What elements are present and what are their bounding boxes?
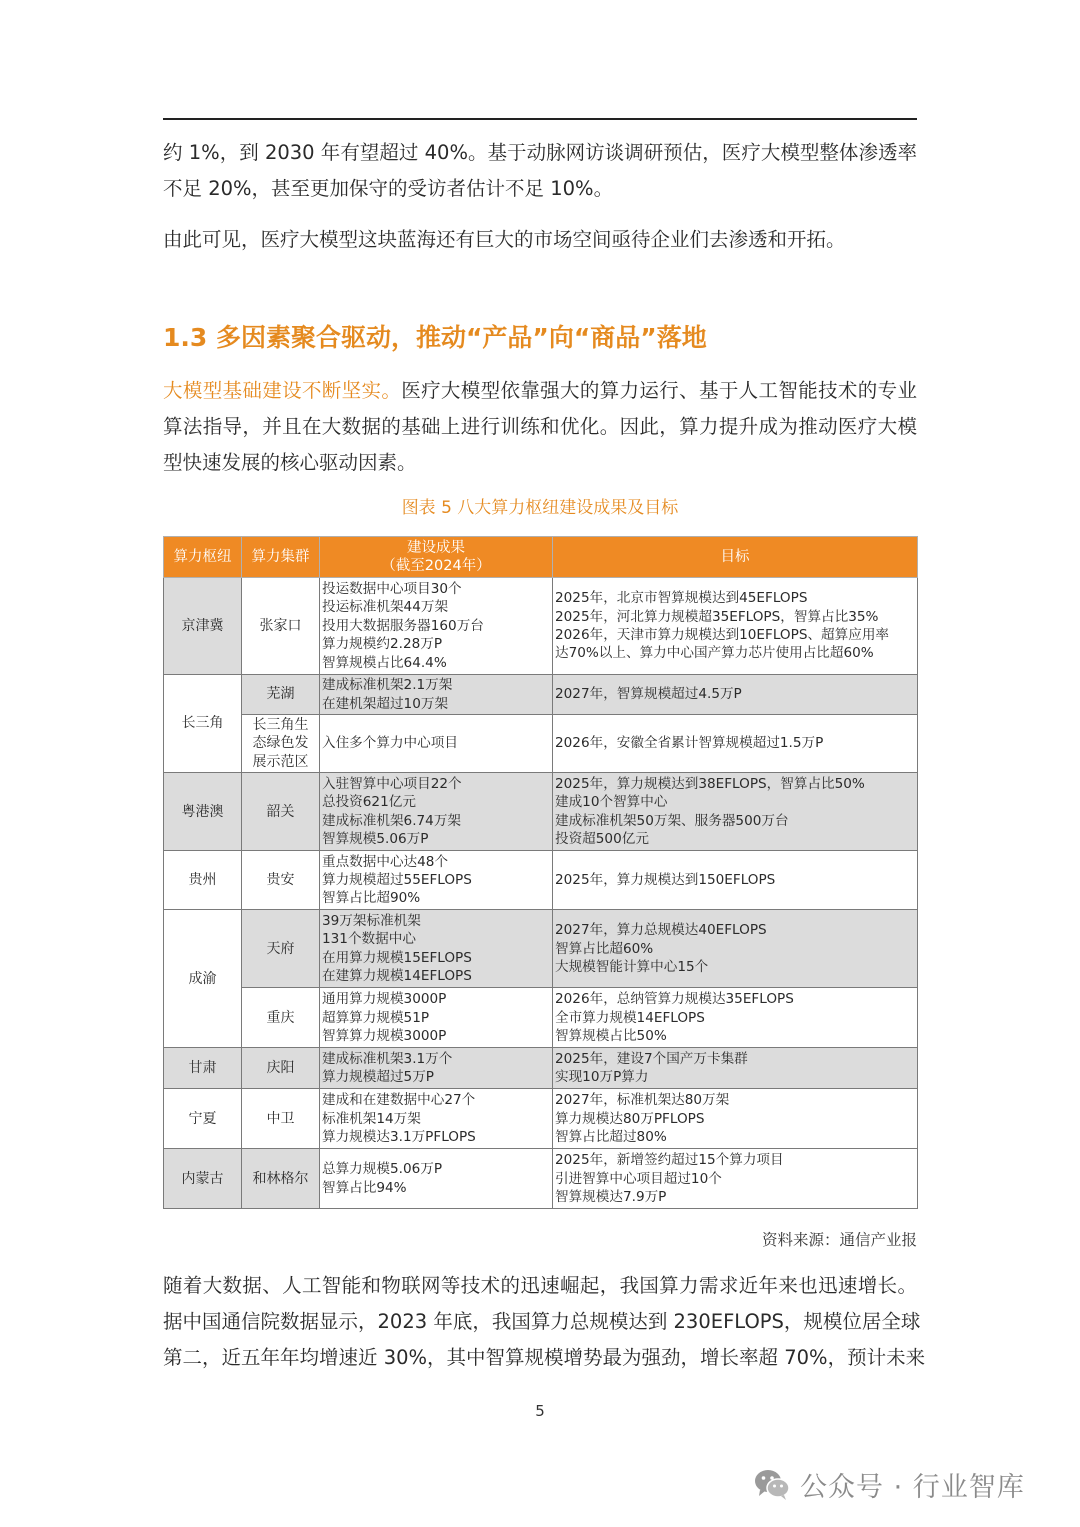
table-row [164, 1149, 918, 1209]
text-line [163, 373, 917, 409]
result-line: 智算规模占比64.4% [322, 654, 447, 671]
watermark-text: 公众号 · 行业智库 [800, 1471, 1025, 1503]
cluster-cell: 芜湖 [242, 675, 320, 715]
target-cell [553, 851, 918, 910]
cluster-cell: 贵安 [242, 851, 320, 910]
target-line: 2025年，算力规模达到150EFLOPS [555, 872, 776, 889]
result-line: 智算占比超90% [322, 890, 421, 907]
result-cell [320, 910, 553, 988]
target-line: 智算规模达7.9万P [555, 1188, 667, 1205]
cluster-cell: 韶关 [242, 773, 320, 851]
table-row [164, 675, 918, 715]
result-line: 入驻智算中心项目22个 [322, 775, 462, 792]
result-line: 算力规模超过5万P [322, 1069, 435, 1086]
target-line: 建成10个智算中心 [555, 794, 668, 811]
result-line: 标准机架14万架 [322, 1110, 421, 1127]
text-line: 约 1%，到 2030 年有望超过 40%。基于动脉网访谈调研预估，医疗大模型整体渗透率 [163, 141, 917, 164]
highlight-text: 大模型基础建设不断坚实。 [163, 379, 402, 402]
result-line: 算力规模超过55EFLOPS [322, 872, 472, 889]
cluster-cell: 天府 [242, 910, 320, 988]
result-line: 建成和在建数据中心27个 [322, 1092, 476, 1109]
target-cell [553, 910, 918, 988]
result-line: 入住多个算力中心项目 [322, 735, 458, 752]
result-line: 智算规模5.06万P [322, 831, 429, 848]
target-line: 2025年，河北算力规模超35EFLOPS，智算占比35% [555, 608, 879, 625]
target-line: 智算规模占比50% [555, 1027, 667, 1044]
target-line: 全市算力规模14EFLOPS [555, 1009, 705, 1026]
result-line: 建成标准机架3.1万个 [322, 1050, 453, 1067]
target-line: 2025年，算力规模达到38EFLOPS，智算占比50% [555, 775, 865, 792]
cluster-cell: 中卫 [242, 1089, 320, 1149]
result-cell [320, 1149, 553, 1209]
table-header-row [164, 537, 918, 578]
text-line: 随着大数据、人工智能和物联网等技术的迅速崛起，我国算力需求近年来也迅速增长。 [163, 1274, 917, 1297]
result-cell [320, 773, 553, 851]
header-cluster: 算力集群 [242, 537, 320, 578]
result-line: 131个数据中心 [322, 931, 416, 948]
result-line: 智算算力规模3000P [322, 1027, 447, 1044]
result-line: 算力规模约2.28万P [322, 636, 443, 653]
target-line: 2025年，北京市智算规模达到45EFLOPS [555, 590, 808, 607]
table-row [164, 578, 918, 675]
header-line: 建设成果 [407, 540, 465, 556]
target-line: 引进智算中心项目超过10个 [555, 1170, 722, 1187]
target-line: 算力规模达80万PFLOPS [555, 1110, 705, 1127]
section-heading: 1.3 多因素聚合驱动，推动“产品”向“商品”落地 [163, 323, 707, 352]
result-cell [320, 715, 553, 773]
wechat-icon [752, 1464, 792, 1504]
result-line: 在建机架超过10万架 [322, 695, 449, 712]
cluster-cell [242, 715, 320, 773]
result-cell [320, 851, 553, 910]
result-line: 总投资621亿元 [322, 794, 416, 811]
result-cell [320, 988, 553, 1048]
hub-cell: 长三角 [164, 675, 242, 773]
cluster-cell: 庆阳 [242, 1048, 320, 1089]
table-row [164, 773, 918, 851]
result-cell [320, 578, 553, 675]
hub-cell: 成渝 [164, 910, 242, 1048]
cluster-line: 长三角生 [252, 717, 309, 733]
table-row [164, 988, 918, 1048]
target-cell [553, 578, 918, 675]
top-rule [163, 118, 917, 120]
target-line: 2027年，智算规模超过4.5万P [555, 686, 742, 703]
header-target: 目标 [553, 537, 918, 578]
hub-cell: 京津冀 [164, 578, 242, 675]
target-line: 2026年，天津市算力规模达到10EFLOPS、超算应用率 [555, 627, 890, 643]
header-line: （截至2024年） [381, 558, 491, 574]
text-span: 医疗大模型依靠强大的算力运行、基于人工智能技术的专业 [401, 379, 917, 402]
result-line: 投用大数据服务器160万台 [322, 617, 484, 634]
conclusion-paragraph [163, 222, 917, 258]
result-line: 39万架标准机架 [322, 912, 421, 929]
cluster-cell: 重庆 [242, 988, 320, 1048]
target-cell [553, 1089, 918, 1149]
watermark [752, 1462, 1025, 1506]
result-line: 投运数据中心项目30个 [322, 580, 462, 597]
target-line: 2026年，总纳管算力规模达35EFLOPS [555, 991, 794, 1008]
result-line: 在建算力规模14EFLOPS [322, 968, 472, 985]
table-row [164, 851, 918, 910]
hub-cell: 贵州 [164, 851, 242, 910]
cluster-cell: 和林格尔 [242, 1149, 320, 1209]
target-line: 2027年，算力总规模达40EFLOPS [555, 922, 767, 939]
header-result [320, 537, 553, 578]
text-line: 算法指导，并且在大数据的基础上进行训练和优化。因此，算力提升成为推动医疗大模 [163, 415, 917, 438]
result-cell [320, 675, 553, 715]
target-line: 智算占比超过80% [555, 1128, 667, 1145]
table-row [164, 910, 918, 988]
target-line: 投资超500亿元 [555, 831, 649, 848]
target-line: 2027年，标准机架达80万架 [555, 1092, 730, 1109]
table-row [164, 1048, 918, 1089]
cluster-line: 态绿色发 [252, 735, 309, 752]
text-line: 据中国通信院数据显示，2023 年底，我国算力总规模达到 230EFLOPS，规模位居全球 [163, 1310, 921, 1333]
text-line: 由此可见，医疗大模型这块蓝海还有巨大的市场空间亟待企业们去渗透和开拓。 [163, 228, 846, 251]
hub-cell: 内蒙古 [164, 1149, 242, 1209]
result-line: 重点数据中心达48个 [322, 853, 449, 870]
figure-caption: 图表 5 八大算力枢纽建设成果及目标 [401, 498, 679, 518]
cluster-line: 展示范区 [252, 753, 309, 770]
target-cell [553, 988, 918, 1048]
target-cell [553, 1048, 918, 1089]
result-line: 算力规模达3.1万PFLOPS [322, 1128, 476, 1145]
outro-paragraph [163, 1268, 926, 1376]
target-line: 大规模智能计算中心15个 [555, 958, 709, 975]
target-line: 实现10万P算力 [555, 1069, 649, 1086]
text-line: 型快速发展的核心驱动因素。 [163, 451, 417, 474]
result-line: 在用算力规模15EFLOPS [322, 949, 472, 966]
result-cell [320, 1089, 553, 1149]
hub-cell: 粤港澳 [164, 773, 242, 851]
hub-cell: 宁夏 [164, 1089, 242, 1149]
target-line: 智算占比超60% [555, 940, 654, 957]
target-cell [553, 773, 918, 851]
header-hub: 算力枢纽 [164, 537, 242, 578]
target-line: 达70%以上、算力中心国产算力芯片使用占比超60% [555, 645, 874, 662]
source-note: 资料来源：通信产业报 [761, 1231, 917, 1249]
table-row [164, 1089, 918, 1149]
intro-paragraph [163, 135, 917, 207]
text-line: 第二，近五年年均增速近 30%，其中智算规模增势最为强劲，增长率超 70%，预计未来 [163, 1346, 926, 1369]
computing-hub-table [163, 536, 918, 1209]
text-line: 不足 20%，甚至更加保守的受访者估计不足 10%。 [163, 177, 614, 200]
result-line: 总算力规模5.06万P [322, 1161, 443, 1178]
page-number: 5 [535, 1402, 545, 1420]
result-line: 超算算力规模51P [322, 1009, 430, 1026]
target-cell [553, 715, 918, 773]
table-row [164, 715, 918, 773]
result-line: 智算占比94% [322, 1179, 407, 1196]
hub-cell: 甘肃 [164, 1048, 242, 1089]
section-paragraph [163, 373, 917, 481]
result-line: 建成标准机架2.1万架 [322, 677, 453, 694]
result-cell [320, 1048, 553, 1089]
target-cell [553, 675, 918, 715]
result-line: 通用算力规模3000P [322, 991, 447, 1008]
target-line: 2025年，新增签约超过15个算力项目 [555, 1152, 784, 1169]
result-line: 建成标准机架6.74万架 [322, 812, 462, 829]
target-line: 建成标准机架50万架、服务器500万台 [555, 812, 789, 829]
result-line: 投运标准机架44万架 [322, 599, 449, 616]
target-line: 2026年，安徽全省累计智算规模超过1.5万P [555, 735, 824, 752]
target-line: 2025年，建设7个国产万卡集群 [555, 1050, 748, 1067]
cluster-cell: 张家口 [242, 578, 320, 675]
target-cell [553, 1149, 918, 1209]
